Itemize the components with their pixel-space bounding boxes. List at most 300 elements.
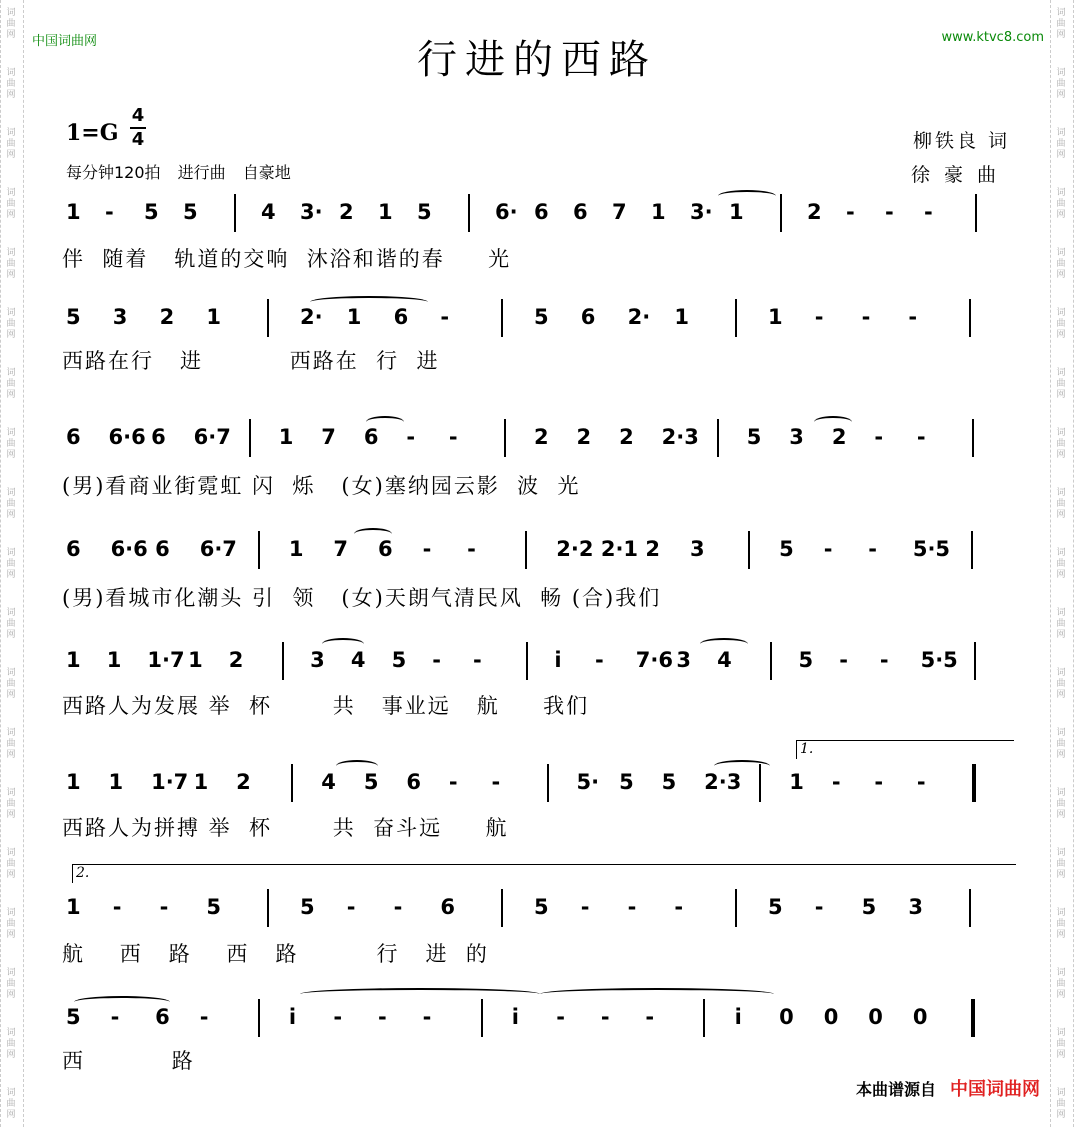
watermark-char: 词: [6, 608, 16, 618]
watermark-char: 曲: [1056, 379, 1066, 389]
watermark-char: 词: [1056, 668, 1066, 678]
first-ending-bracket: 1.: [796, 740, 1014, 759]
note: 6: [534, 200, 549, 224]
barline: [975, 194, 977, 232]
source-credit: [856, 1075, 1040, 1101]
note: 2: [236, 770, 251, 794]
barline: [504, 419, 506, 457]
note: 6: [406, 770, 421, 794]
lyrics-row: 西 路: [62, 1049, 195, 1073]
note: 5: [417, 200, 432, 224]
time-signature: [130, 106, 146, 150]
watermark-char: 曲: [1056, 679, 1066, 689]
watermark-char: 网: [1056, 390, 1066, 400]
barline: [525, 531, 527, 569]
note: 5: [363, 770, 379, 794]
watermark-char: 曲: [1056, 559, 1066, 569]
note: 2·2: [556, 537, 594, 561]
meter-bottom: 4: [131, 129, 145, 150]
lyricist-credit: 柳铁良 词: [912, 130, 1010, 152]
note: -: [674, 895, 684, 919]
note: 3: [690, 537, 705, 561]
note: 2: [159, 305, 175, 329]
watermark-char: 词: [6, 728, 16, 738]
note: 2: [534, 425, 549, 449]
notation-row: [0, 895, 1074, 925]
watermark-char: 曲: [6, 619, 16, 629]
slur-mark: [366, 416, 404, 428]
slur-mark: [336, 760, 378, 772]
watermark-char: 词: [1056, 788, 1066, 798]
watermark-char: 曲: [6, 859, 16, 869]
watermark-char: 曲: [6, 739, 16, 749]
note: 5: [534, 305, 549, 329]
watermark-char: 曲: [1056, 859, 1066, 869]
barline: [526, 642, 528, 680]
notation-row: [0, 425, 1074, 455]
note: 5: [144, 200, 159, 224]
watermark-char: 曲: [6, 319, 16, 329]
note: -: [422, 537, 432, 561]
watermark-char: 网: [6, 870, 16, 880]
watermark-char: 曲: [1056, 259, 1066, 269]
note: -: [580, 895, 590, 919]
meter-top: 4: [131, 105, 145, 126]
slur-mark: [540, 988, 774, 1000]
watermark-char: 词: [1056, 1088, 1066, 1098]
barline: [969, 299, 971, 337]
note: -: [393, 895, 403, 919]
note: 6·7: [199, 537, 237, 561]
barline: [717, 419, 719, 457]
note: -: [839, 648, 848, 672]
watermark-char: 词: [6, 128, 16, 138]
watermark-char: 网: [1056, 810, 1066, 820]
watermark-char: 网: [1056, 450, 1066, 460]
barline: [258, 999, 260, 1037]
watermark-char: 词: [1056, 248, 1066, 258]
note: 5: [768, 895, 783, 919]
watermark-char: 词: [1056, 308, 1066, 318]
note: 3: [310, 648, 325, 672]
watermark-char: 曲: [6, 19, 16, 29]
note: -: [422, 1005, 432, 1029]
watermark-char: 网: [1056, 570, 1066, 580]
watermark-char: 词: [6, 668, 16, 678]
watermark-char: 曲: [1056, 799, 1066, 809]
watermark-char: 词: [6, 8, 16, 18]
watermark-char: 曲: [6, 199, 16, 209]
watermark-char: 词: [6, 1028, 16, 1038]
watermark-char: 网: [1056, 330, 1066, 340]
note: -: [595, 648, 604, 672]
watermark-char: 网: [6, 90, 16, 100]
barline: [468, 194, 470, 232]
note: 0: [779, 1005, 794, 1029]
note: 3: [908, 895, 924, 919]
barline: [972, 764, 976, 802]
note: 5: [66, 1005, 81, 1029]
note: 2: [339, 200, 354, 224]
note: 1: [378, 200, 393, 224]
notation-row: [0, 200, 1074, 230]
watermark-char: 曲: [6, 559, 16, 569]
barline: [735, 299, 737, 337]
barline: [703, 999, 705, 1037]
watermark-char: 词: [6, 308, 16, 318]
note: -: [467, 537, 476, 561]
watermark-char: 曲: [6, 1099, 16, 1109]
note: -: [823, 537, 833, 561]
note: 6: [66, 537, 81, 561]
watermark-char: 网: [6, 270, 16, 280]
tempo-marking: 每分钟120拍 进行曲 自豪地: [66, 163, 291, 182]
note: 1: [108, 770, 124, 794]
note: 5: [779, 537, 794, 561]
note: 6: [66, 425, 81, 449]
note: -: [627, 895, 637, 919]
note: -: [472, 648, 482, 672]
watermark-char: 词: [1056, 188, 1066, 198]
notation-row: [0, 537, 1074, 567]
note: 6: [378, 537, 393, 561]
watermark-char: 曲: [6, 499, 16, 509]
note: -: [645, 1005, 655, 1029]
slur-mark: [74, 996, 170, 1008]
note: 0: [868, 1005, 883, 1029]
note: 6: [573, 200, 588, 224]
watermark-char: 曲: [1056, 79, 1066, 89]
note: 4: [261, 200, 276, 224]
watermark-char: 曲: [1056, 319, 1066, 329]
note: 3: [676, 648, 692, 672]
note: 5: [300, 895, 315, 919]
note: 5: [661, 770, 677, 794]
note: -: [110, 1005, 120, 1029]
note: -: [879, 648, 889, 672]
note: 1: [106, 648, 122, 672]
barline: [974, 642, 976, 680]
watermark-char: 词: [6, 788, 16, 798]
watermark-char: 词: [1056, 1028, 1066, 1038]
note: 2·3: [661, 425, 699, 449]
watermark-char: 词: [6, 368, 16, 378]
note: 1·7: [151, 770, 189, 794]
barline: [547, 764, 549, 802]
watermark-char: 网: [6, 690, 16, 700]
watermark-char: 网: [1056, 930, 1066, 940]
watermark-char: 词: [6, 68, 16, 78]
note: 2: [831, 425, 847, 449]
note: 4: [717, 648, 732, 672]
note: 3: [789, 425, 804, 449]
watermark-char: 网: [1056, 210, 1066, 220]
note: -: [448, 770, 458, 794]
watermark-char: 网: [1056, 630, 1066, 640]
note: -: [908, 305, 918, 329]
barline: [972, 419, 974, 457]
lyrics-row: 西路人为发展 举 杯 共 事业远 航 我们: [62, 694, 590, 718]
note: -: [600, 1005, 610, 1029]
watermark-char: 词: [1056, 488, 1066, 498]
note: 1: [288, 537, 304, 561]
note: i: [554, 648, 562, 672]
note: 5·5: [912, 537, 951, 561]
watermark-char: 网: [1056, 690, 1066, 700]
note: -: [916, 425, 926, 449]
watermark-char: 网: [6, 750, 16, 760]
watermark-char: 词: [6, 548, 16, 558]
watermark-char: 曲: [6, 679, 16, 689]
watermark-char: 网: [1056, 30, 1066, 40]
note: -: [861, 305, 871, 329]
note: i: [288, 1005, 297, 1029]
watermark-char: 曲: [1056, 1039, 1066, 1049]
note: 2·: [300, 305, 323, 329]
barline: [267, 889, 269, 927]
watermark-char: 曲: [1056, 1099, 1066, 1109]
note: -: [874, 425, 884, 449]
watermark-char: 曲: [6, 799, 16, 809]
barline: [291, 764, 293, 802]
song-title: 行进的西路: [417, 37, 657, 83]
note: 5: [798, 648, 814, 672]
lyrics-row: 西路人为拼搏 举 杯 共 奋斗远 航: [62, 816, 509, 840]
watermark-char: 词: [1056, 848, 1066, 858]
watermark-char: 曲: [6, 79, 16, 89]
note: 1: [66, 200, 81, 224]
watermark-char: 网: [1056, 990, 1066, 1000]
note: 1: [674, 305, 690, 329]
watermark-char: 词: [1056, 68, 1066, 78]
note: 1: [346, 305, 362, 329]
note: 1: [789, 770, 804, 794]
note: -: [440, 305, 450, 329]
note: -: [112, 895, 122, 919]
watermark-char: 曲: [1056, 19, 1066, 29]
watermark-char: 曲: [1056, 979, 1066, 989]
barline: [234, 194, 236, 232]
note: 5: [206, 895, 222, 919]
note: 1: [193, 770, 209, 794]
watermark-char: 词: [6, 188, 16, 198]
watermark-char: 词: [6, 848, 16, 858]
watermark-char: 词: [1056, 728, 1066, 738]
note: 7: [333, 537, 349, 561]
watermark-char: 网: [1056, 1110, 1066, 1120]
watermark-char: 网: [1056, 750, 1066, 760]
site-url-right[interactable]: www.ktvc8.com: [941, 30, 1044, 45]
note: 3·: [690, 200, 713, 224]
note: 6·: [495, 200, 518, 224]
note: 2·3: [704, 770, 742, 794]
watermark-char: 词: [1056, 428, 1066, 438]
lyrics-row: (男)看商业街霓虹 闪 烁 (女)塞纳园云影 波 光: [62, 474, 581, 498]
watermark-char: 网: [6, 390, 16, 400]
watermark-char: 曲: [1056, 139, 1066, 149]
composer-credit: 徐豪曲: [910, 164, 1010, 186]
watermark-char: 词: [1056, 128, 1066, 138]
note: -: [346, 895, 356, 919]
watermark-char: 网: [6, 510, 16, 520]
watermark-char: 词: [1056, 368, 1066, 378]
note: 3·: [300, 200, 323, 224]
watermark-char: 网: [1056, 150, 1066, 160]
notation-row: [0, 305, 1074, 335]
note: 1: [278, 425, 294, 449]
watermark-char: 曲: [6, 1039, 16, 1049]
watermark-char: 曲: [6, 439, 16, 449]
watermark-char: 网: [1056, 870, 1066, 880]
site-name-left[interactable]: 中国词曲网: [32, 34, 98, 49]
note: 6: [155, 537, 170, 561]
note: 5: [391, 648, 407, 672]
note: 2: [645, 537, 661, 561]
watermark-char: 词: [1056, 8, 1066, 18]
note: -: [333, 1005, 343, 1029]
slur-mark: [300, 988, 540, 1000]
lyrics-row: (男)看城市化潮头 引 领 (女)天朗气清民风 畅 (合)我们: [62, 586, 662, 610]
watermark-char: 网: [6, 630, 16, 640]
note: 2: [807, 200, 822, 224]
watermark-char: 词: [1056, 968, 1066, 978]
watermark-char: 词: [6, 248, 16, 258]
note: -: [448, 425, 458, 449]
note: 6·6: [110, 537, 148, 561]
barline: [770, 642, 772, 680]
barline: [971, 999, 975, 1037]
lyrics-row: 航 西 路 西 路 行 进 的: [62, 942, 489, 966]
note: 1·7: [147, 648, 185, 672]
slur-mark: [354, 528, 392, 540]
note: -: [199, 1005, 209, 1029]
lyrics-row: 伴 随着 轨道的交响 沐浴和谐的春 光: [62, 247, 512, 271]
barline: [481, 999, 483, 1037]
watermark-char: 曲: [1056, 439, 1066, 449]
note: -: [814, 305, 824, 329]
note: -: [432, 648, 441, 672]
watermark-char: 网: [6, 930, 16, 940]
note: 7: [612, 200, 627, 224]
watermark-char: 网: [1056, 510, 1066, 520]
watermark-char: 网: [6, 1110, 16, 1120]
watermark-char: 曲: [1056, 919, 1066, 929]
watermark-char: 曲: [6, 259, 16, 269]
watermark-char: 网: [6, 30, 16, 40]
watermark-char: 曲: [6, 139, 16, 149]
note: 1: [188, 648, 203, 672]
note: 1: [66, 895, 81, 919]
note: 6: [393, 305, 409, 329]
note: 6: [151, 425, 166, 449]
watermark-char: 网: [1056, 270, 1066, 280]
barline: [501, 889, 503, 927]
note: 2·1: [600, 537, 639, 561]
note: 5·: [576, 770, 600, 794]
barline: [258, 531, 260, 569]
notation-row: [0, 648, 1074, 678]
watermark-char: 网: [6, 810, 16, 820]
note: i: [511, 1005, 519, 1029]
watermark-char: 曲: [1056, 739, 1066, 749]
notation-row: [0, 770, 1074, 800]
note: -: [831, 770, 841, 794]
note: 2·: [627, 305, 651, 329]
watermark-char: 网: [6, 1050, 16, 1060]
note: 5·5: [920, 648, 958, 672]
source-site-link[interactable]: 中国词曲网: [950, 1079, 1040, 1100]
note: 2: [228, 648, 244, 672]
note: -: [885, 200, 894, 224]
barline: [249, 419, 251, 457]
note: 7·6: [635, 648, 673, 672]
note: 4: [321, 770, 336, 794]
note: 1: [729, 200, 744, 224]
notation-row: [0, 1005, 1074, 1035]
watermark-char: 曲: [6, 919, 16, 929]
note: -: [916, 770, 926, 794]
note: 7: [321, 425, 336, 449]
note: -: [846, 200, 855, 224]
note: -: [868, 537, 877, 561]
slur-mark: [700, 638, 748, 650]
watermark-char: 网: [6, 150, 16, 160]
slur-mark: [310, 296, 428, 308]
note: -: [105, 200, 114, 224]
watermark-char: 网: [1056, 90, 1066, 100]
watermark-char: 词: [1056, 908, 1066, 918]
note: -: [491, 770, 501, 794]
barline: [969, 889, 971, 927]
barline: [780, 194, 782, 232]
barline: [971, 531, 973, 569]
note: 6: [580, 305, 596, 329]
watermark-char: 词: [1056, 548, 1066, 558]
source-label: 本曲谱源自: [855, 1080, 936, 1099]
barline: [735, 889, 737, 927]
key-signature: 1=G: [66, 120, 119, 146]
note: -: [556, 1005, 565, 1029]
watermark-char: 网: [6, 450, 16, 460]
note: 0: [912, 1005, 928, 1029]
note: 4: [350, 648, 366, 672]
watermark-char: 曲: [1056, 199, 1066, 209]
note: 5: [183, 200, 198, 224]
watermark-char: 网: [6, 990, 16, 1000]
note: -: [874, 770, 884, 794]
note: 0: [823, 1005, 839, 1029]
note: 6: [363, 425, 379, 449]
note: 1: [651, 200, 666, 224]
note: 1: [768, 305, 783, 329]
note: 5: [861, 895, 877, 919]
slur-mark: [322, 638, 364, 650]
note: 6·7: [193, 425, 231, 449]
watermark-char: 曲: [6, 379, 16, 389]
note: 6: [155, 1005, 170, 1029]
watermark-char: 词: [6, 488, 16, 498]
note: 6·6: [108, 425, 146, 449]
lyrics-row: 西路在行 进 西路在 行 进: [62, 349, 440, 373]
slur-mark: [718, 190, 776, 202]
note: 5: [746, 425, 762, 449]
watermark-char: 曲: [1056, 619, 1066, 629]
watermark-char: 词: [6, 1088, 16, 1098]
watermark-char: 词: [6, 968, 16, 978]
note: -: [378, 1005, 387, 1029]
note: 5: [619, 770, 634, 794]
barline: [501, 299, 503, 337]
